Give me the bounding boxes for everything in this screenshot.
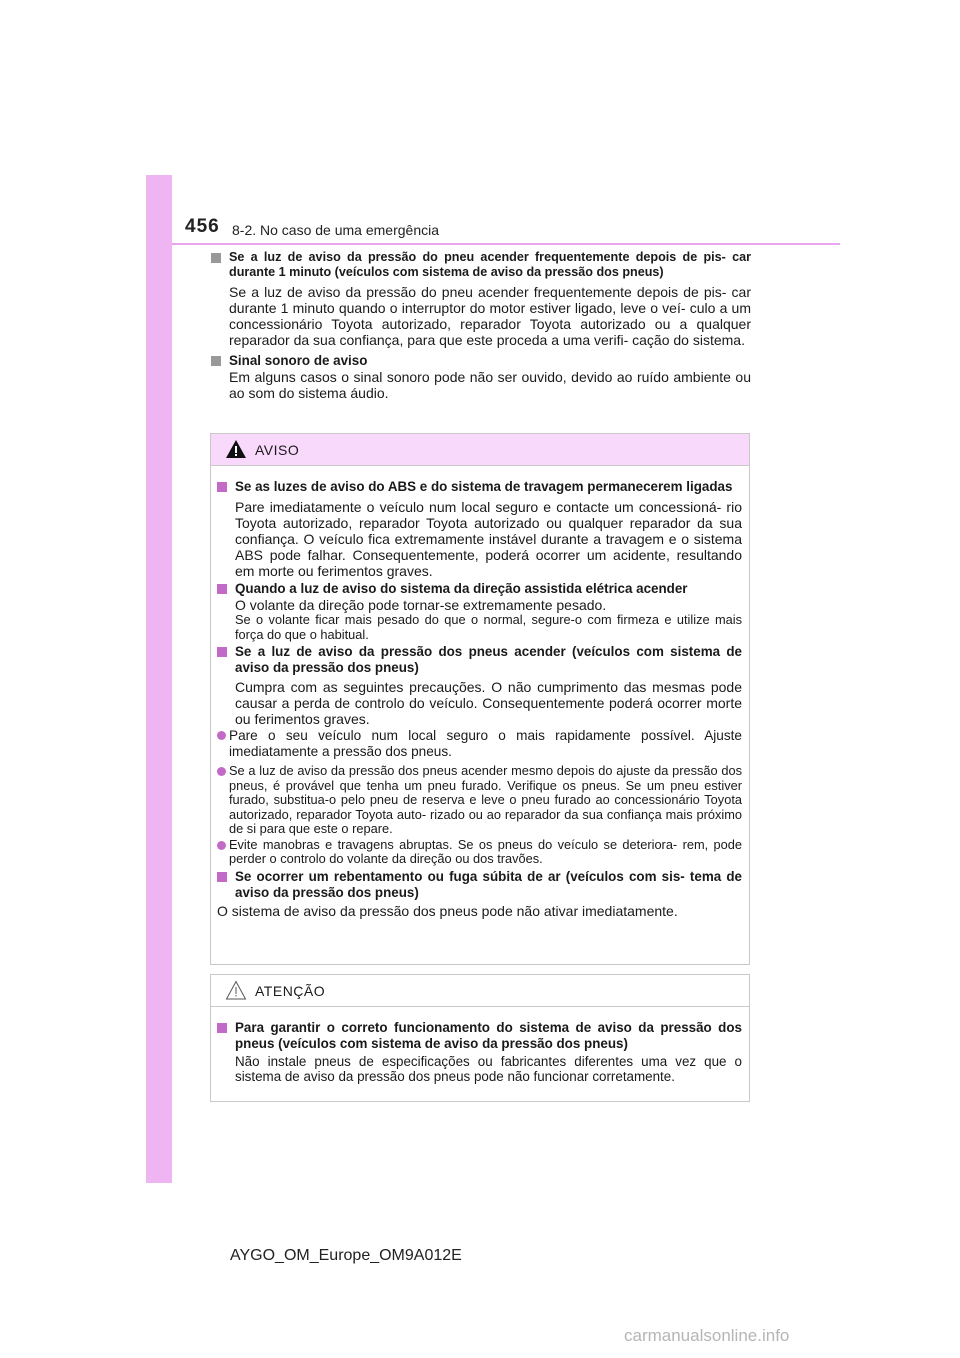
item-body: Não instale pneus de especificações ou fabricantes diferentes uma vez que o sistema de aviso da pressão dos pneus pode não funcionar corretamente. [235, 1054, 742, 1084]
square-bullet-icon [217, 584, 227, 594]
dot-bullet-icon [217, 731, 226, 740]
intro-section-1 [211, 250, 751, 348]
atencao-box [210, 974, 750, 1102]
chapter-side-bar [146, 175, 172, 1183]
section-body: Se a luz de aviso da pressão do pneu acender frequentemente depois de pis- car durante 1 minuto quando o interruptor do motor estiver ligado, leve o veí- culo a um concessionário Toyota autorizado, reparador Toyota autorizado ou a qualquer reparador da sua confiança, para que este proceda a uma verifi- cação do sistema. [229, 284, 751, 348]
square-bullet-icon [211, 356, 221, 366]
bullet-item [217, 764, 742, 837]
item-body: Cumpra com as seguintes precauções. O não cumprimento das mesmas pode causar a perda de controlo do veículo. Consequentemente poderá ocorrer morte ou ferimentos graves. [235, 679, 742, 727]
atencao-header [211, 975, 749, 1007]
atencao-item-1 [217, 1020, 742, 1084]
page-number: 456 [185, 216, 220, 237]
aviso-item-4 [217, 869, 742, 919]
bullet-text: Se a luz de aviso da pressão dos pneus acender mesmo depois do ajuste da pressão dos pneus, é provável que tenha um pneu furado. Verifique os pneus. Se um pneu estiver furado, substitua-o pelo pneu de reserva e leve o pneu furado ao concessionário Toyota autorizado, reparador Toyota auto- rizado ou ao reparador da sua confiança mais próximo de si para que este o repare. [229, 763, 742, 836]
section-heading: Sinal sonoro de aviso [229, 353, 368, 368]
caution-triangle-icon [225, 980, 247, 1000]
section-heading: Se a luz de aviso da pressão do pneu acender frequentemente depois de pis- car durante 1 minuto (veículos com sistema de aviso da pressão dos pneus) [229, 250, 751, 279]
square-bullet-icon [217, 872, 227, 882]
item-body: Pare imediatamente o veículo num local seguro e contacte um concessioná- rio Toyota autorizado, reparador Toyota autorizado ou qualquer reparador da sua confiança. O veículo fica extremamente instável durante a travagem e o sistema ABS pode falhar. Consequentemente, poderá ocorrer um acidente, resultando em morte ou ferimentos graves. [235, 499, 742, 579]
aviso-body [211, 466, 749, 919]
intro-content [211, 250, 751, 401]
aviso-box [210, 433, 750, 965]
aviso-header [211, 434, 749, 466]
aviso-item-1 [217, 479, 742, 579]
item-heading: Quando a luz de aviso do sistema da direção assistida elétrica acender [235, 581, 688, 596]
warning-triangle-icon [225, 439, 247, 459]
bullet-item [217, 838, 742, 867]
watermark: carmanualsonline.info [624, 1326, 790, 1345]
dot-bullet-icon [217, 767, 226, 776]
section-body: Em alguns casos o sinal sonoro pode não ser ouvido, devido ao ruído ambiente ou ao som do sistema áudio. [229, 369, 751, 401]
aviso-item-3 [217, 644, 742, 867]
item-heading: Se as luzes de aviso do ABS e do sistema de travagem permanecerem ligadas [235, 479, 733, 494]
atencao-body [211, 1007, 749, 1084]
square-bullet-icon [211, 253, 221, 263]
item-body-note: Se o volante ficar mais pesado do que o normal, segure-o com firmeza e utilize mais força do que o habitual. [235, 612, 742, 642]
aviso-item-2 [217, 581, 742, 642]
item-heading: Para garantir o correto funcionamento do sistema de aviso da pressão dos pneus (veículos com sistema de aviso da pressão dos pneus) [235, 1020, 742, 1051]
header-rule [172, 243, 840, 245]
aviso-label: AVISO [255, 442, 300, 458]
item-body: O volante da direção pode tornar-se extremamente pesado. [235, 597, 607, 613]
bullet-text: Evite manobras e travagens abruptas. Se os pneus do veículo se deteriora- rem, pode perder o controlo do volante da direção ou dos travões. [229, 836, 742, 866]
item-heading: Se a luz de aviso da pressão dos pneus acender (veículos com sistema de aviso da pressão dos pneus) [235, 644, 742, 675]
dot-bullet-icon [217, 841, 226, 850]
item-heading: Se ocorrer um rebentamento ou fuga súbita de ar (veículos com sis- tema de aviso da pressão dos pneus) [235, 868, 742, 900]
square-bullet-icon [217, 1023, 227, 1033]
item-body: O sistema de aviso da pressão dos pneus pode não ativar imediatamente. [217, 902, 678, 919]
section-title: 8-2. No caso de uma emergência [232, 222, 439, 238]
atencao-label: ATENÇÃO [255, 983, 326, 999]
document-footer-code: AYGO_OM_Europe_OM9A012E [230, 1247, 462, 1264]
square-bullet-icon [217, 482, 227, 492]
square-bullet-icon [217, 647, 227, 657]
intro-section-2 [211, 353, 751, 401]
bullet-text: Pare o seu veículo num local seguro o mais rapidamente possível. Ajuste imediatamente a pressão dos pneus. [229, 728, 742, 759]
bullet-item [217, 728, 742, 759]
